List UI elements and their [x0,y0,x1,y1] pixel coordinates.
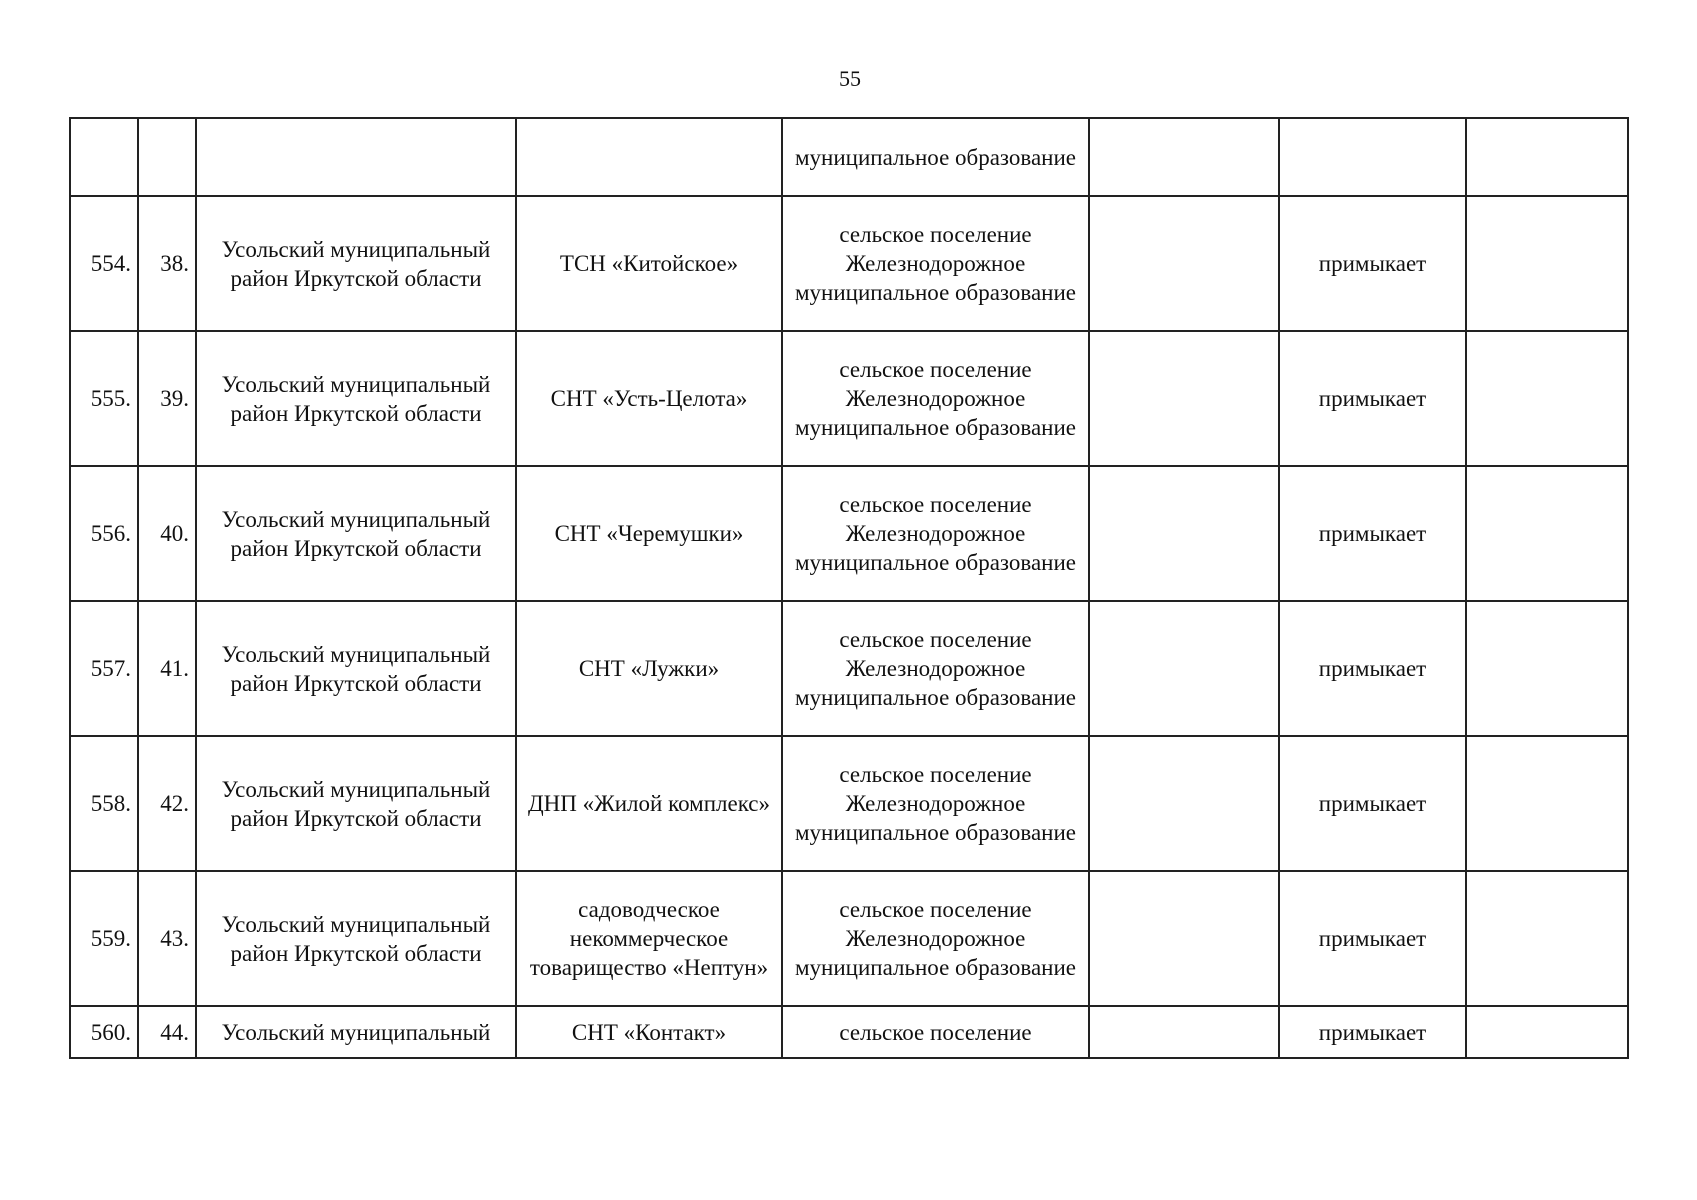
cell-empty-a [1089,466,1279,601]
cell-municipality: сельское поселение [782,1006,1089,1058]
cell-organization: СНТ «Контакт» [516,1006,782,1058]
cell-empty-a [1089,196,1279,331]
register-table [69,117,1629,1059]
cell-empty-b [1466,601,1628,736]
cell-district: Усольский муниципальный район Иркутской области [196,601,516,736]
table-row [70,736,1628,871]
cell-organization: СНТ «Черемушки» [516,466,782,601]
cell-status: примыкает [1279,1006,1466,1058]
cell-district [196,118,516,196]
cell-empty-b [1466,118,1628,196]
cell-district: Усольский муниципальный район Иркутской области [196,331,516,466]
cell-district: Усольский муниципальный район Иркутской области [196,196,516,331]
continued-row [70,118,1628,196]
cell-sub-no: 40. [138,466,196,601]
cell-municipality: сельское поселение Железнодорожное муниципальное образование [782,466,1089,601]
cell-empty-a [1089,601,1279,736]
cell-sub-no: 38. [138,196,196,331]
cell-empty-b [1466,871,1628,1006]
cell-status: примыкает [1279,331,1466,466]
cell-organization: садоводческое некоммерческое товарищество «Нептун» [516,871,782,1006]
cell-district: Усольский муниципальный район Иркутской области [196,871,516,1006]
cell-district: Усольский муниципальный район Иркутской области [196,466,516,601]
cell-status: примыкает [1279,196,1466,331]
cell-district: Усольский муниципальный [196,1006,516,1058]
cell-status [1279,118,1466,196]
cell-status: примыкает [1279,871,1466,1006]
cell-status: примыкает [1279,466,1466,601]
cell-district: Усольский муниципальный район Иркутской области [196,736,516,871]
cell-no: 555. [70,331,138,466]
cell-status: примыкает [1279,736,1466,871]
cell-empty-a [1089,736,1279,871]
cell-no: 558. [70,736,138,871]
cell-organization: ДНП «Жилой комплекс» [516,736,782,871]
cell-municipality: сельское поселение Железнодорожное муниципальное образование [782,736,1089,871]
table-row [70,331,1628,466]
cell-status: примыкает [1279,601,1466,736]
page-number: 55 [839,66,861,91]
cell-empty-a [1089,871,1279,1006]
cell-organization: СНТ «Лужки» [516,601,782,736]
cell-organization: ТСН «Китойское» [516,196,782,331]
table-row [70,871,1628,1006]
cell-sub-no: 39. [138,331,196,466]
cell-municipality: сельское поселение Железнодорожное муниципальное образование [782,196,1089,331]
cell-municipality: сельское поселение Железнодорожное муниципальное образование [782,601,1089,736]
cell-municipality: муниципальное образование [782,118,1089,196]
cell-sub-no: 41. [138,601,196,736]
cell-no: 556. [70,466,138,601]
cell-sub-no: 42. [138,736,196,871]
cell-municipality: сельское поселение Железнодорожное муниципальное образование [782,871,1089,1006]
cell-no: 554. [70,196,138,331]
cell-no [70,118,138,196]
cell-sub-no [138,118,196,196]
cell-no: 559. [70,871,138,1006]
table-row [70,466,1628,601]
cell-empty-b [1466,466,1628,601]
cell-empty-b [1466,196,1628,331]
cell-empty-b [1466,736,1628,871]
cell-municipality: сельское поселение Железнодорожное муниципальное образование [782,331,1089,466]
cell-sub-no: 43. [138,871,196,1006]
cell-no: 557. [70,601,138,736]
cell-organization: СНТ «Усть-Целота» [516,331,782,466]
table-row [70,1006,1628,1058]
cell-empty-b [1466,331,1628,466]
cell-no: 560. [70,1006,138,1058]
table-row [70,601,1628,736]
cell-sub-no: 44. [138,1006,196,1058]
cell-empty-a [1089,331,1279,466]
cell-organization [516,118,782,196]
cell-empty-a [1089,118,1279,196]
cell-empty-b [1466,1006,1628,1058]
cell-empty-a [1089,1006,1279,1058]
table-row [70,196,1628,331]
